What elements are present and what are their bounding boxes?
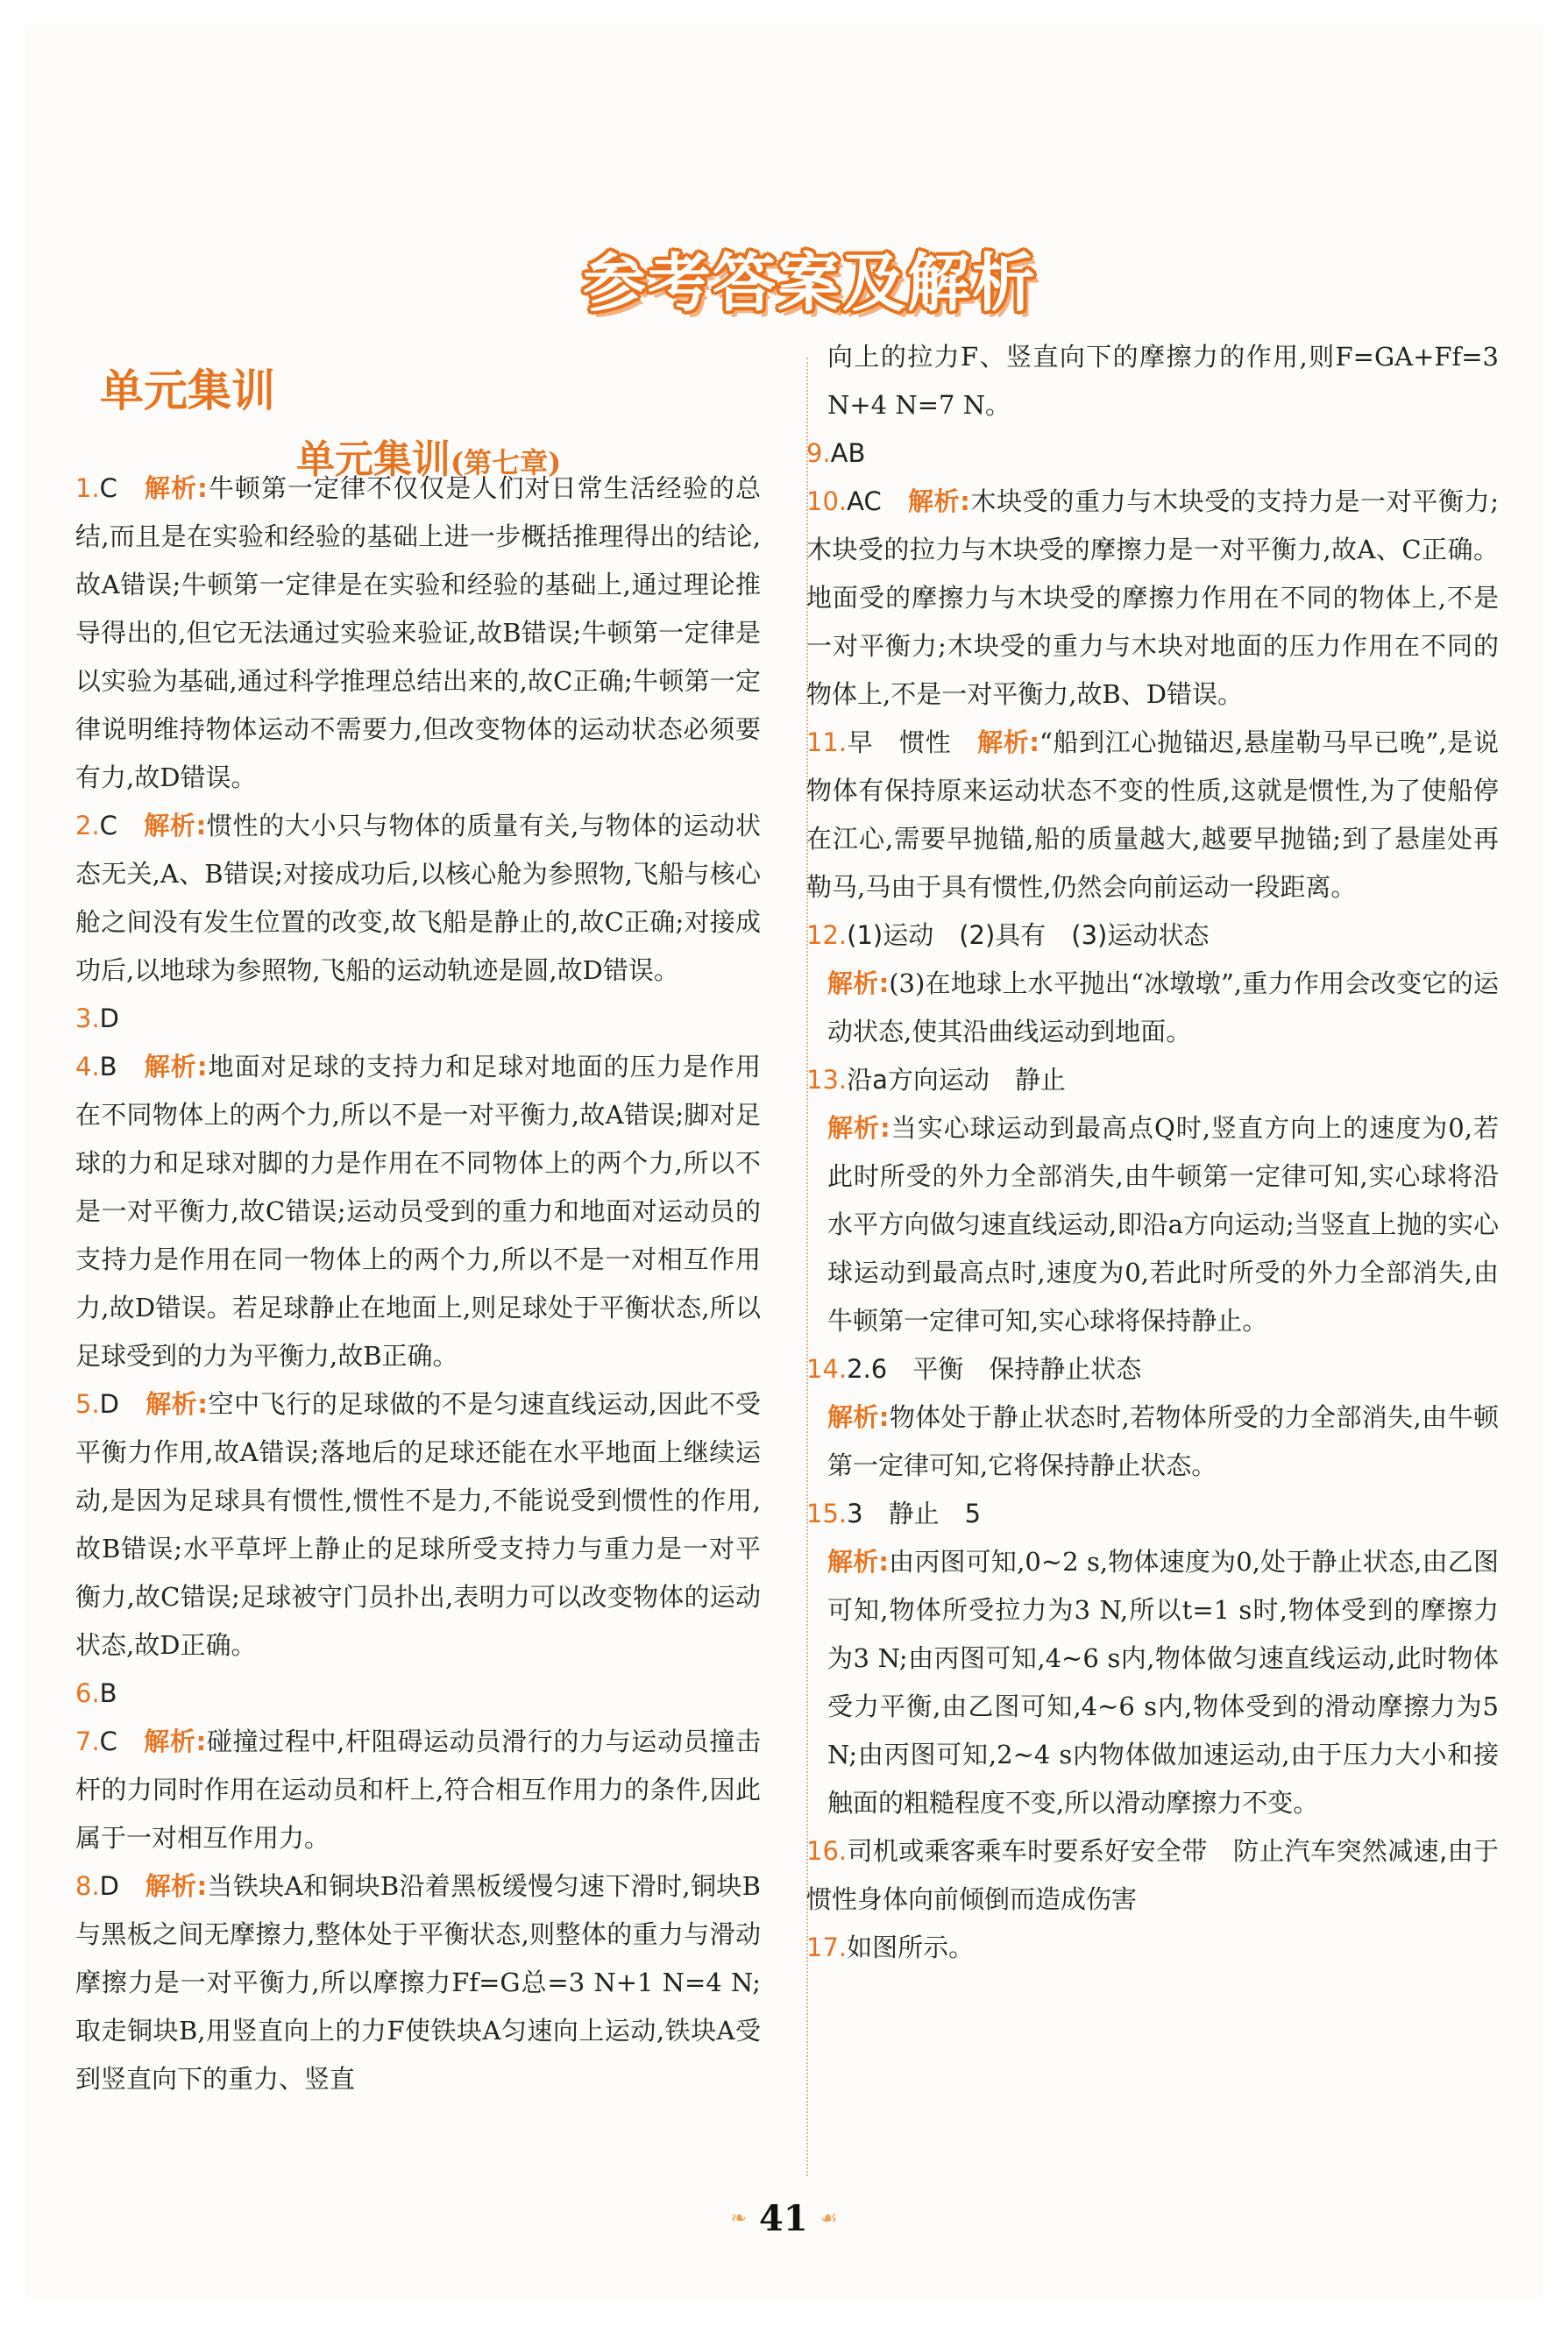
answer-item [75, 1380, 761, 1670]
answer-item [806, 1924, 1499, 1972]
analysis-label: 解析: [827, 968, 890, 998]
answer-item [75, 1718, 761, 1862]
right-column [806, 333, 1499, 1972]
analysis-label: 解析: [977, 727, 1040, 757]
analysis-label: 解析: [144, 1727, 207, 1756]
analysis-text: 空中飞行的足球做的不是匀速直线运动,因此不受平衡力作用,故A错误;落地后的足球还能在水平地面上继续运动,是因为足球具有惯性,惯性不是力,不能说受到惯性的作用,故B错误;水平草坪上静止的足球所受支持力与重力是一对平衡力,故C错误;足球被守门员扑出,表明力可以改变物体的运动状态,故D正确。 [75, 1389, 761, 1660]
item-number: 9. [806, 438, 831, 468]
item-answer: 沿a方向运动 静止 [847, 1065, 1066, 1095]
analysis-text: 由丙图可知,0~2 s,物体速度为0,处于静止状态,由乙图可知,物体所受拉力为3 N,所以t=1 s时,物体受到的摩擦力为3 N;由丙图可知,4~6 s内,物体做匀速直线运动,此时物体受力平衡,由乙图可知,4~6 s内,物体受到的滑动摩擦力为5 N;由丙图可知,2~4 s内物体做加速运动,由于压力大小和接触面的粗糙程度不变,所以滑动摩擦力不变。 [827, 1547, 1499, 1818]
item-number: 4. [75, 1052, 100, 1081]
item-answer: D [99, 1003, 120, 1033]
answer-item [75, 995, 761, 1043]
item-answer: B [99, 1678, 117, 1708]
analysis-text: “船到江心抛锚迟,悬崖勒马早已晚”,是说物体有保持原来运动状态不变的性质,这就是惯性,为了使船停在江心,需要早抛锚,船的质量越大,越要早抛锚;到了悬崖处再勒马,马由于具有惯性,仍然会向前运动一段距离。 [806, 727, 1499, 902]
page-number: 41 [759, 2198, 808, 2239]
item-answer: D [99, 1389, 120, 1419]
item-number: 12. [806, 920, 848, 950]
answer-item [75, 1862, 761, 2103]
analysis-text: 向上的拉力F、竖直向下的摩擦力的作用,则F=GA+Ff=3 N+4 N=7 N。 [827, 342, 1499, 420]
answer-item [806, 1056, 1499, 1104]
answer-item [806, 719, 1499, 911]
item-answer: B [99, 1052, 117, 1081]
chapter-title-sub: (第七章) [451, 446, 562, 479]
item-answer: 2.6 平衡 保持静止状态 [847, 1354, 1142, 1384]
analysis-label: 解析: [827, 1547, 889, 1577]
analysis-label: 解析: [144, 811, 207, 840]
item-number: 8. [75, 1871, 100, 1901]
answer-item [806, 1345, 1499, 1393]
item-answer: 3 静止 5 [847, 1499, 982, 1528]
item-answer: AC [847, 486, 882, 516]
analysis-text: 当铁块A和铜块B沿着黑板缓慢匀速下滑时,铜块B与黑板之间无摩擦力,整体处于平衡状态,则整体的重力与滑动摩擦力是一对平衡力,所以摩擦力Ff=G总=3 N+1 N=4 N;取走铜块B,用竖直向上的力F使铁块A匀速向上运动,铁块A受到竖直向下的重力、竖直 [75, 1871, 761, 2094]
answer-banner [582, 235, 1038, 321]
item-answer: C [99, 1727, 117, 1756]
analysis-block [806, 1393, 1499, 1490]
item-number: 5. [75, 1389, 100, 1419]
item-number: 1. [75, 473, 100, 503]
item-number: 15. [806, 1499, 848, 1528]
analysis-label: 解析: [907, 486, 970, 516]
item-number: 7. [75, 1727, 100, 1756]
answer-item [806, 429, 1499, 478]
left-column [75, 464, 761, 2103]
banner-title: 参考答案及解析 [582, 246, 1037, 320]
analysis-block [806, 1104, 1499, 1345]
analysis-text: 物体处于静止状态时,若物体所受的力全部消失,由牛顿第一定律可知,它将保持静止状态。 [827, 1402, 1499, 1480]
analysis-label: 解析: [145, 473, 208, 503]
analysis-text: 牛顿第一定律不仅仅是人们对日常生活经验的总结,而且是在实验和经验的基础上进一步概括推理得出的结论,故A错误;牛顿第一定律是在实验和经验的基础上,通过理论推导得出的,但它无法通过实验来验证,故B错误;牛顿第一定律是以实验为基础,通过科学推理总结出来的,故C正确;牛顿第一定律说明维持物体运动不需要力,但改变物体的运动状态必须要有力,故D错误。 [75, 473, 761, 792]
answer-item [75, 464, 761, 802]
answer-item [806, 478, 1499, 719]
item-number: 6. [75, 1678, 100, 1708]
item-answer: 司机或乘客乘车时要系好安全带 防止汽车突然减速,由于惯性身体向前倾倒而造成伤害 [806, 1836, 1499, 1914]
analysis-label: 解析: [827, 1402, 890, 1432]
analysis-label: 解析: [827, 1113, 890, 1143]
item-answer: (1)运动 (2)具有 (3)运动状态 [847, 920, 1210, 950]
item-answer: AB [830, 438, 866, 468]
answer-item [806, 1827, 1499, 1924]
item-number: 2. [75, 811, 100, 840]
answer-item [75, 1670, 761, 1718]
analysis-text: 木块受的重力与木块受的支持力是一对平衡力;木块受的拉力与木块受的摩擦力是一对平衡力,故A、C正确。地面受的摩擦力与木块受的摩擦力作用在不同的物体上,不是一对平衡力;木块受的重力与木块对地面的压力作用在不同的物体上,不是一对平衡力,故B、D错误。 [806, 486, 1499, 709]
analysis-label: 解析: [144, 1052, 208, 1081]
item-number: 13. [806, 1065, 848, 1095]
item-number: 10. [806, 486, 848, 516]
ornament-right-icon: ☙ [819, 2208, 838, 2230]
answer-item [806, 911, 1499, 960]
item-number: 17. [806, 1932, 848, 1962]
item-answer: C [99, 811, 117, 840]
item-answer: 早 惯性 [847, 727, 952, 757]
analysis-text: (3)在地球上水平抛出“冰墩墩”,重力作用会改变它的运动状态,使其沿曲线运动到地面。 [827, 968, 1499, 1046]
item-number: 16. [806, 1836, 848, 1866]
item-number: 11. [806, 727, 848, 757]
analysis-label: 解析: [145, 1389, 208, 1419]
analysis-text: 当实心球运动到最高点Q时,竖直方向上的速度为0,若此时所受的外力全部消失,由牛顿第一定律可知,实心球将沿水平方向做匀速直线运动,即沿a方向运动;当竖直上抛的实心球运动到最高点时,速度为0,若此时所受的外力全部消失,由牛顿第一定律可知,实心球将保持静止。 [827, 1113, 1499, 1336]
analysis-block [806, 1538, 1499, 1827]
item-number: 3. [75, 1003, 100, 1033]
answer-item [806, 1490, 1499, 1538]
item-answer: C [99, 473, 117, 503]
analysis-text: 地面对足球的支持力和足球对地面的压力是作用在不同物体上的两个力,所以不是一对平衡力,故A错误;脚对足球的力和足球对脚的力是作用在不同物体上的两个力,所以不是一对平衡力,故C错误;运动员受到的重力和地面对运动员的支持力是作用在同一物体上的两个力,所以不是一对相互作用力,故D错误。若足球静止在地面上,则足球处于平衡状态,所以足球受到的力为平衡力,故B正确。 [75, 1052, 761, 1371]
analysis-text: 惯性的大小只与物体的质量有关,与物体的运动状态无关,A、B错误;对接成功后,以核心舱为参照物,飞船与核心舱之间没有发生位置的改变,故飞船是静止的,故C正确;对接成功后,以地球为参照物,飞船的运动轨迹是圆,故D错误。 [75, 811, 761, 985]
answer-item [75, 1043, 761, 1380]
item-answer: 如图所示。 [847, 1932, 975, 1962]
answer-item [75, 802, 761, 995]
item-number: 14. [806, 1354, 848, 1384]
page-footer [0, 2198, 1568, 2239]
section-title: 单元集训 [100, 365, 275, 416]
chapter-title-main: 单元集训 [296, 437, 451, 482]
item-answer: D [99, 1871, 120, 1901]
ornament-left-icon: ❧ [730, 2208, 748, 2230]
answer-item [806, 333, 1499, 429]
analysis-label: 解析: [145, 1871, 208, 1901]
analysis-text: 碰撞过程中,杆阻碍运动员滑行的力与运动员撞击杆的力同时作用在运动员和杆上,符合相互作用力的条件,因此属于一对相互作用力。 [75, 1727, 761, 1853]
analysis-block [806, 960, 1499, 1056]
